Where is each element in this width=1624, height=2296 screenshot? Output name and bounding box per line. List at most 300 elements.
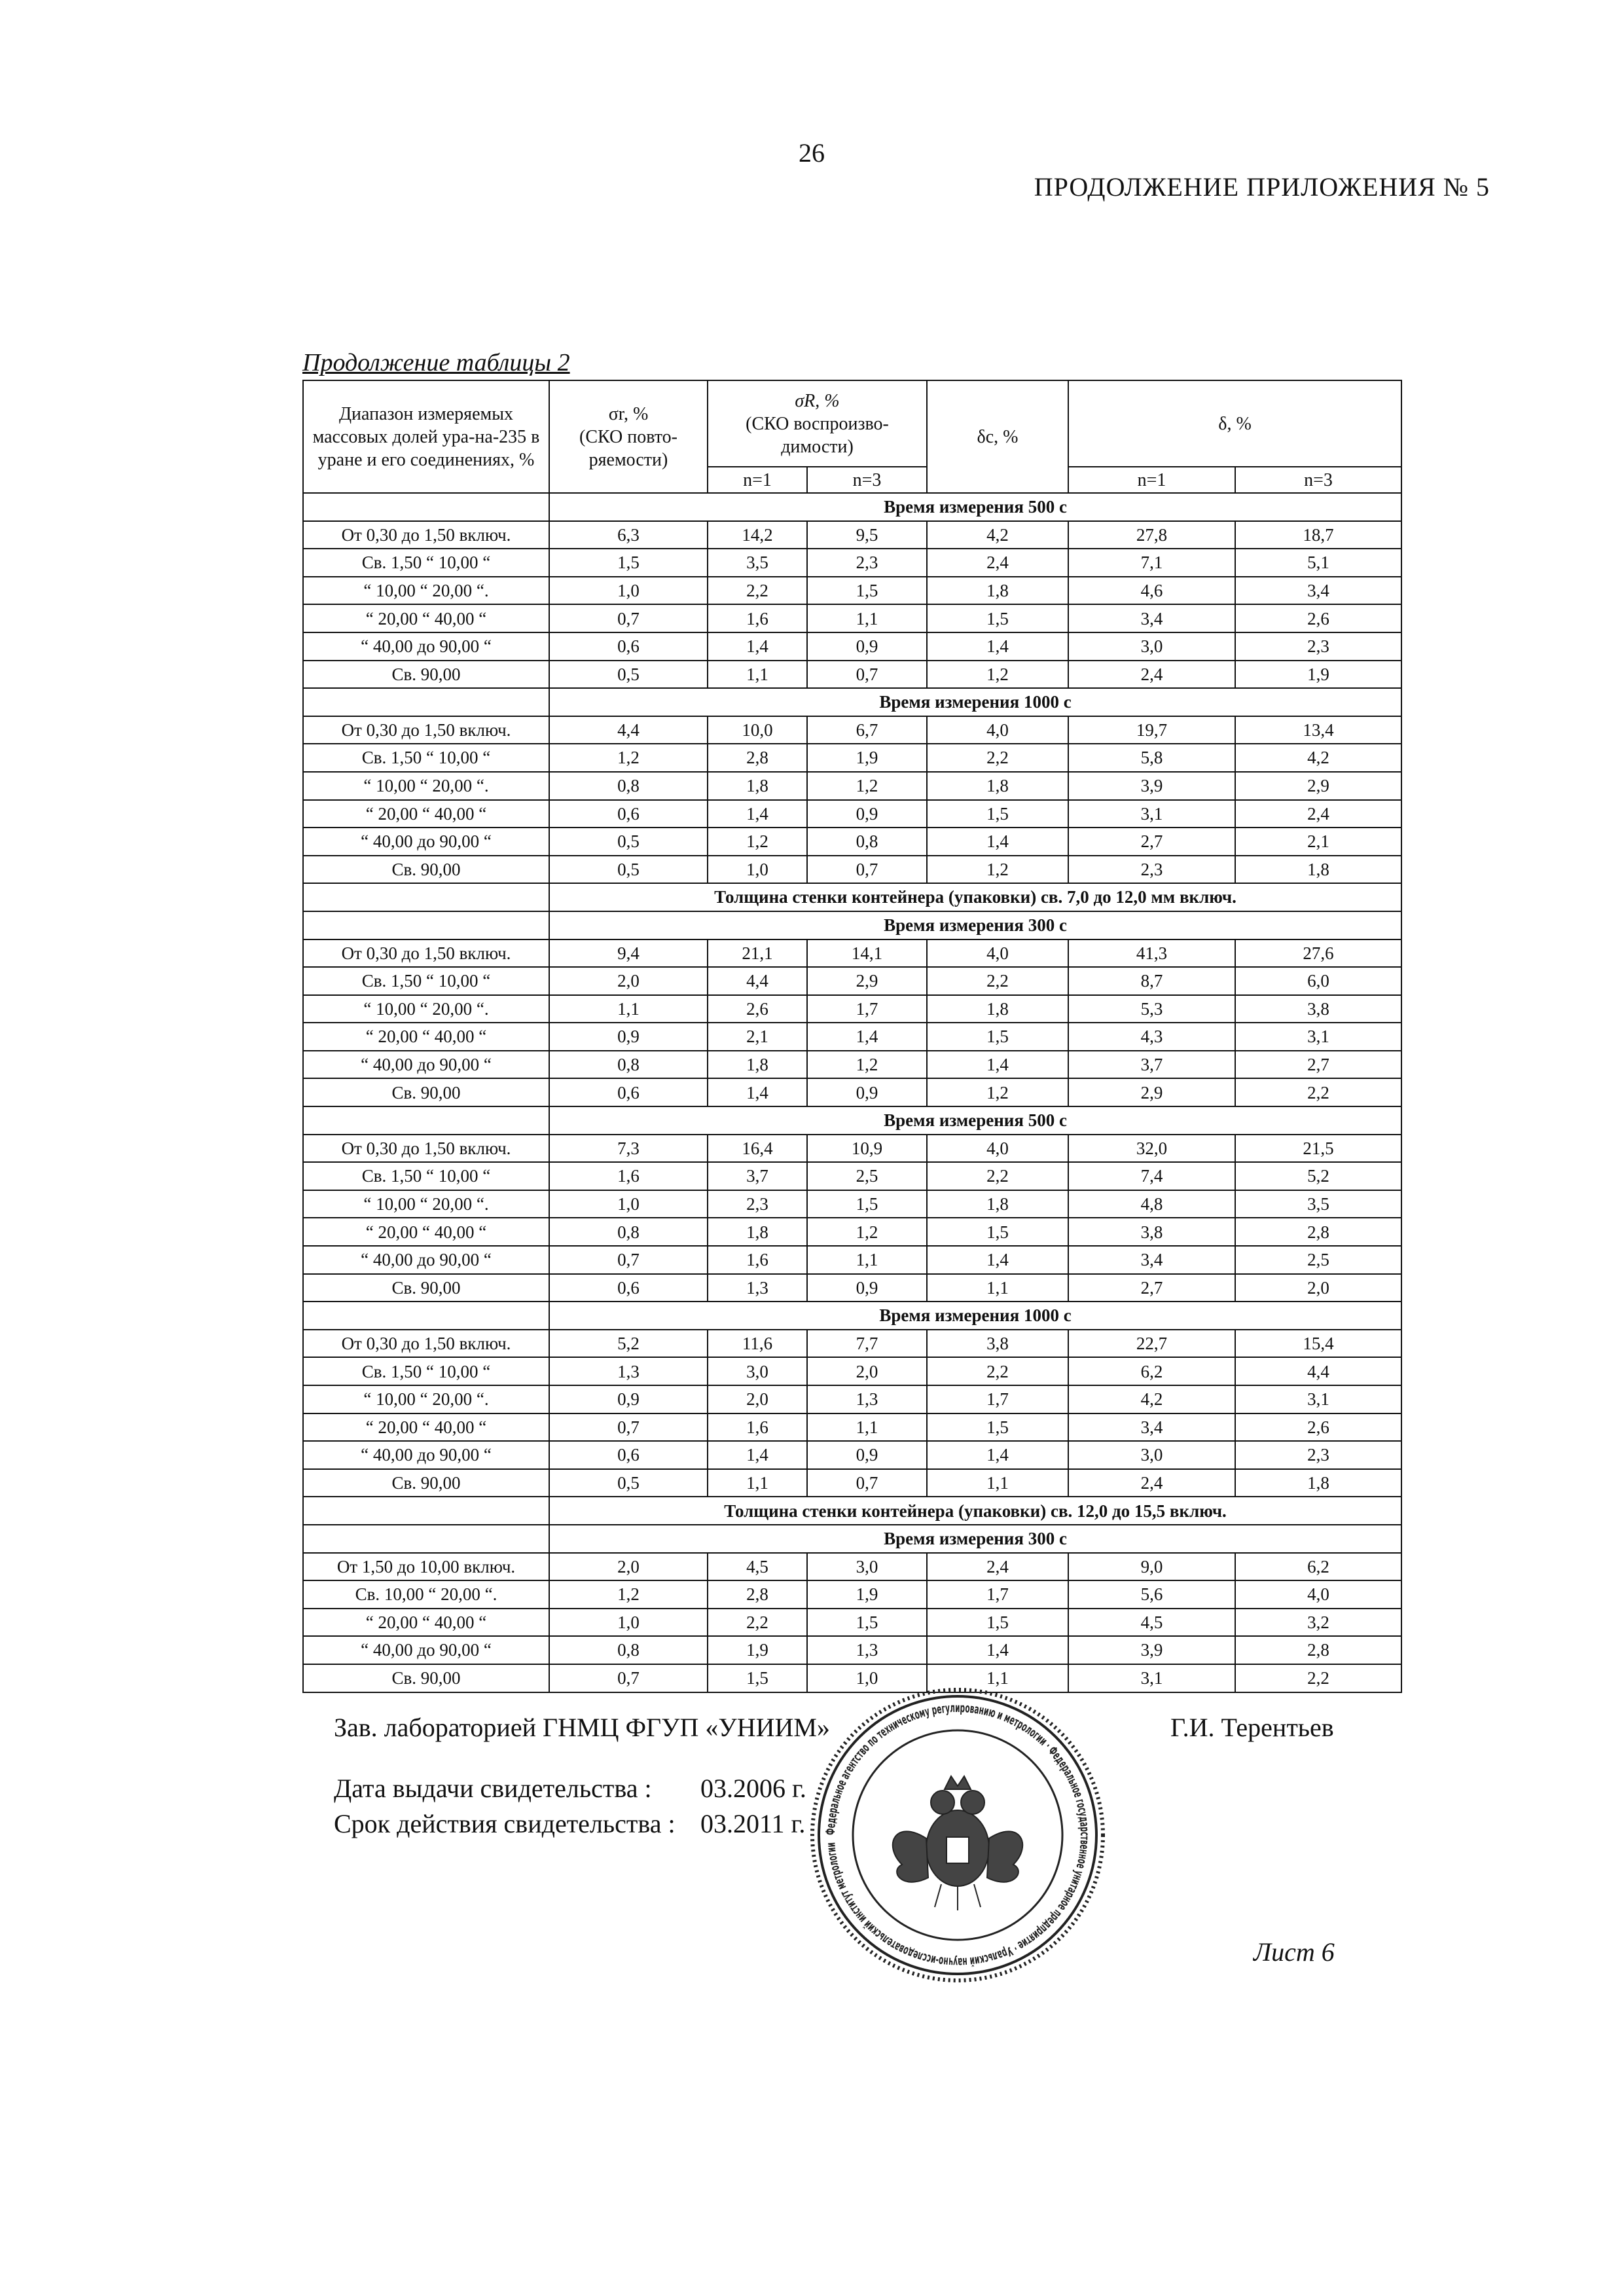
- section-heading: Время измерения 1000 с: [549, 1302, 1401, 1330]
- value-cell: 1,5: [927, 800, 1068, 828]
- section-blank-cell: [303, 911, 549, 939]
- value-cell: 1,2: [927, 856, 1068, 884]
- value-cell: 4,2: [1068, 1385, 1235, 1413]
- table-row: [303, 1190, 1401, 1218]
- value-cell: 3,8: [927, 1330, 1068, 1358]
- value-cell: 0,7: [549, 1246, 708, 1274]
- value-cell: 2,3: [1235, 1441, 1401, 1469]
- range-cell: “ 20,00 “ 40,00 “: [303, 604, 549, 632]
- value-cell: 1,9: [807, 1580, 927, 1609]
- value-cell: 2,0: [708, 1385, 807, 1413]
- value-cell: 6,2: [1068, 1357, 1235, 1385]
- section-row: [303, 1525, 1401, 1553]
- value-cell: 4,3: [1068, 1023, 1235, 1051]
- range-cell: Св. 1,50 “ 10,00 “: [303, 744, 549, 772]
- value-cell: 5,2: [549, 1330, 708, 1358]
- value-cell: 3,1: [1235, 1023, 1401, 1051]
- value-cell: 1,2: [807, 772, 927, 800]
- value-cell: 0,8: [807, 828, 927, 856]
- table-row: [303, 521, 1401, 549]
- value-cell: 1,2: [807, 1051, 927, 1079]
- range-cell: От 0,30 до 1,50 включ.: [303, 1330, 549, 1358]
- section-heading: Толщина стенки контейнера (упаковки) св. 7,0 до 12,0 мм включ.: [549, 883, 1401, 911]
- value-cell: 2,5: [1235, 1246, 1401, 1274]
- value-cell: 2,4: [1235, 800, 1401, 828]
- range-cell: От 0,30 до 1,50 включ.: [303, 1135, 549, 1163]
- table-row: [303, 967, 1401, 995]
- range-cell: “ 40,00 до 90,00 “: [303, 1246, 549, 1274]
- value-cell: 0,6: [549, 1441, 708, 1469]
- table-row: [303, 604, 1401, 632]
- table-row: [303, 772, 1401, 800]
- value-cell: 1,8: [927, 772, 1068, 800]
- value-cell: 1,6: [708, 1413, 807, 1442]
- table-row: [303, 1162, 1401, 1190]
- value-cell: 4,0: [1235, 1580, 1401, 1609]
- value-cell: 3,2: [1235, 1609, 1401, 1637]
- section-blank-cell: [303, 493, 549, 521]
- section-row: [303, 493, 1401, 521]
- value-cell: 6,7: [807, 716, 927, 744]
- range-cell: Св. 1,50 “ 10,00 “: [303, 967, 549, 995]
- table-row: [303, 1330, 1401, 1358]
- signer-name: Г.И. Терентьев: [1170, 1713, 1334, 1742]
- section-row: [303, 688, 1401, 716]
- value-cell: 4,5: [1068, 1609, 1235, 1637]
- range-cell: “ 40,00 до 90,00 “: [303, 1636, 549, 1664]
- value-cell: 0,7: [807, 1469, 927, 1497]
- value-cell: 9,4: [549, 939, 708, 968]
- value-cell: 2,0: [807, 1357, 927, 1385]
- section-row: [303, 1497, 1401, 1525]
- range-cell: “ 20,00 “ 40,00 “: [303, 1023, 549, 1051]
- value-cell: 0,8: [549, 1218, 708, 1246]
- header-sigma-r: [549, 380, 708, 493]
- range-cell: “ 40,00 до 90,00 “: [303, 1051, 549, 1079]
- value-cell: 1,0: [549, 1609, 708, 1637]
- value-cell: 5,6: [1068, 1580, 1235, 1609]
- value-cell: 1,4: [708, 1078, 807, 1106]
- value-cell: 4,2: [927, 521, 1068, 549]
- value-cell: 7,3: [549, 1135, 708, 1163]
- value-cell: 0,9: [807, 800, 927, 828]
- value-cell: 1,5: [807, 577, 927, 605]
- value-cell: 1,2: [549, 744, 708, 772]
- header-sigma-R-symbol: σR, %: [795, 390, 840, 411]
- table-row: [303, 856, 1401, 884]
- measurement-table: [302, 380, 1402, 1693]
- table-row: [303, 939, 1401, 968]
- section-blank-cell: [303, 1525, 549, 1553]
- value-cell: 3,8: [1068, 1218, 1235, 1246]
- section-row: [303, 1106, 1401, 1135]
- value-cell: 0,6: [549, 1274, 708, 1302]
- value-cell: 21,5: [1235, 1135, 1401, 1163]
- table-row: [303, 1553, 1401, 1581]
- range-cell: Св. 1,50 “ 10,00 “: [303, 1162, 549, 1190]
- value-cell: 0,6: [549, 1078, 708, 1106]
- value-cell: 1,9: [807, 744, 927, 772]
- value-cell: 3,4: [1068, 1246, 1235, 1274]
- range-cell: От 1,50 до 10,00 включ.: [303, 1553, 549, 1581]
- value-cell: 1,2: [708, 828, 807, 856]
- value-cell: 5,8: [1068, 744, 1235, 772]
- value-cell: 2,9: [1068, 1078, 1235, 1106]
- value-cell: 1,1: [927, 1274, 1068, 1302]
- value-cell: 0,9: [807, 632, 927, 661]
- value-cell: 7,4: [1068, 1162, 1235, 1190]
- value-cell: 2,3: [1235, 632, 1401, 661]
- value-cell: 2,7: [1068, 1274, 1235, 1302]
- value-cell: 1,4: [708, 800, 807, 828]
- table-row: [303, 800, 1401, 828]
- value-cell: 9,5: [807, 521, 927, 549]
- table-row: [303, 1469, 1401, 1497]
- value-cell: 2,2: [1235, 1078, 1401, 1106]
- value-cell: 2,0: [1235, 1274, 1401, 1302]
- table-row: [303, 1051, 1401, 1079]
- value-cell: 1,5: [807, 1609, 927, 1637]
- value-cell: 0,9: [807, 1441, 927, 1469]
- header-sigma-r-symbol: σr, %: [608, 403, 649, 424]
- value-cell: 1,9: [1235, 661, 1401, 689]
- value-cell: 2,2: [927, 1162, 1068, 1190]
- value-cell: 0,7: [549, 604, 708, 632]
- value-cell: 1,1: [927, 1469, 1068, 1497]
- value-cell: 1,3: [708, 1274, 807, 1302]
- section-heading: Время измерения 500 с: [549, 1106, 1401, 1135]
- value-cell: 0,7: [549, 1413, 708, 1442]
- value-cell: 0,6: [549, 632, 708, 661]
- value-cell: 1,8: [1235, 1469, 1401, 1497]
- section-heading: Время измерения 300 с: [549, 911, 1401, 939]
- value-cell: 1,6: [708, 1246, 807, 1274]
- value-cell: 2,2: [708, 577, 807, 605]
- value-cell: 32,0: [1068, 1135, 1235, 1163]
- range-cell: “ 10,00 “ 20,00 “.: [303, 577, 549, 605]
- value-cell: 1,5: [927, 1609, 1068, 1637]
- value-cell: 0,8: [549, 1636, 708, 1664]
- table-row: [303, 716, 1401, 744]
- value-cell: 2,8: [1235, 1636, 1401, 1664]
- range-cell: Св. 1,50 “ 10,00 “: [303, 1357, 549, 1385]
- value-cell: 2,9: [807, 967, 927, 995]
- range-cell: Св. 1,50 “ 10,00 “: [303, 549, 549, 577]
- issue-date-value: 03.2006 г.: [700, 1774, 806, 1803]
- value-cell: 1,1: [807, 1246, 927, 1274]
- value-cell: 4,4: [1235, 1357, 1401, 1385]
- value-cell: 1,6: [549, 1162, 708, 1190]
- value-cell: 6,2: [1235, 1553, 1401, 1581]
- value-cell: 0,9: [549, 1385, 708, 1413]
- value-cell: 1,7: [927, 1385, 1068, 1413]
- value-cell: 11,6: [708, 1330, 807, 1358]
- value-cell: 4,8: [1068, 1190, 1235, 1218]
- value-cell: 2,6: [1235, 1413, 1401, 1442]
- value-cell: 2,7: [1235, 1051, 1401, 1079]
- table-row: [303, 1580, 1401, 1609]
- sheet-number: Лист 6: [1254, 1937, 1335, 1967]
- eagle-emblem-icon: [893, 1776, 1022, 1910]
- value-cell: 1,5: [549, 549, 708, 577]
- value-cell: 3,4: [1068, 604, 1235, 632]
- section-heading: Время измерения 500 с: [549, 493, 1401, 521]
- value-cell: 4,6: [1068, 577, 1235, 605]
- value-cell: 9,0: [1068, 1553, 1235, 1581]
- range-cell: “ 20,00 “ 40,00 “: [303, 1609, 549, 1637]
- value-cell: 3,1: [1235, 1385, 1401, 1413]
- table-row: [303, 1636, 1401, 1664]
- value-cell: 4,0: [927, 716, 1068, 744]
- value-cell: 4,4: [549, 716, 708, 744]
- range-cell: От 0,30 до 1,50 включ.: [303, 716, 549, 744]
- value-cell: 2,2: [927, 967, 1068, 995]
- value-cell: 1,2: [927, 1078, 1068, 1106]
- value-cell: 2,5: [807, 1162, 927, 1190]
- value-cell: 1,3: [807, 1385, 927, 1413]
- value-cell: 1,4: [927, 1051, 1068, 1079]
- value-cell: 3,9: [1068, 772, 1235, 800]
- value-cell: 4,0: [927, 939, 1068, 968]
- header-delta: δ, %: [1068, 380, 1401, 467]
- value-cell: 2,6: [708, 995, 807, 1023]
- value-cell: 1,4: [927, 1246, 1068, 1274]
- value-cell: 19,7: [1068, 716, 1235, 744]
- value-cell: 3,9: [1068, 1636, 1235, 1664]
- range-cell: “ 20,00 “ 40,00 “: [303, 1218, 549, 1246]
- value-cell: 0,7: [549, 1664, 708, 1692]
- value-cell: 15,4: [1235, 1330, 1401, 1358]
- table-row: [303, 632, 1401, 661]
- value-cell: 1,4: [927, 828, 1068, 856]
- range-cell: Св. 90,00: [303, 1274, 549, 1302]
- value-cell: 1,7: [807, 995, 927, 1023]
- value-cell: 3,4: [1235, 577, 1401, 605]
- range-cell: “ 20,00 “ 40,00 “: [303, 800, 549, 828]
- header-range: Диапазон измеряемых массовых долей ура-на-235 в уране и его соединениях, %: [303, 380, 549, 493]
- value-cell: 14,2: [708, 521, 807, 549]
- value-cell: 1,0: [807, 1664, 927, 1692]
- value-cell: 0,6: [549, 800, 708, 828]
- value-cell: 2,4: [1068, 1469, 1235, 1497]
- value-cell: 2,3: [1068, 856, 1235, 884]
- table-row: [303, 1135, 1401, 1163]
- table-row: [303, 1274, 1401, 1302]
- value-cell: 2,7: [1068, 828, 1235, 856]
- table-row: [303, 1023, 1401, 1051]
- validity-value: 03.2011 г.: [700, 1809, 806, 1838]
- value-cell: 0,9: [549, 1023, 708, 1051]
- value-cell: 2,2: [1235, 1664, 1401, 1692]
- official-stamp: [804, 1681, 1111, 1989]
- value-cell: 0,7: [807, 856, 927, 884]
- range-cell: “ 40,00 до 90,00 “: [303, 632, 549, 661]
- table-row: [303, 1441, 1401, 1469]
- section-heading: Толщина стенки контейнера (упаковки) св. 12,0 до 15,5 включ.: [549, 1497, 1401, 1525]
- value-cell: 1,7: [927, 1580, 1068, 1609]
- table-row: [303, 661, 1401, 689]
- value-cell: 3,5: [1235, 1190, 1401, 1218]
- value-cell: 1,1: [807, 1413, 927, 1442]
- value-cell: 8,7: [1068, 967, 1235, 995]
- value-cell: 3,5: [708, 549, 807, 577]
- header-sigma-r-desc: (СКО повто-ряемости): [579, 426, 677, 470]
- value-cell: 21,1: [708, 939, 807, 968]
- value-cell: 1,8: [708, 772, 807, 800]
- value-cell: 7,1: [1068, 549, 1235, 577]
- value-cell: 1,3: [807, 1636, 927, 1664]
- value-cell: 1,4: [927, 632, 1068, 661]
- range-cell: От 0,30 до 1,50 включ.: [303, 939, 549, 968]
- stamp-text: Федеральное агентство по техническому регулированию и метрологии · Федеральное государственное унитарное предприятие · Уральский научно-исследовательский институт метрологии: [823, 1700, 1092, 1970]
- value-cell: 2,9: [1235, 772, 1401, 800]
- section-row: [303, 911, 1401, 939]
- appendix-header: ПРОДОЛЖЕНИЕ ПРИЛОЖЕНИЯ № 5: [1034, 172, 1490, 202]
- value-cell: 1,1: [807, 604, 927, 632]
- value-cell: 0,5: [549, 856, 708, 884]
- range-cell: “ 10,00 “ 20,00 “.: [303, 1385, 549, 1413]
- section-blank-cell: [303, 1106, 549, 1135]
- range-cell: “ 10,00 “ 20,00 “.: [303, 772, 549, 800]
- value-cell: 27,6: [1235, 939, 1401, 968]
- range-cell: “ 10,00 “ 20,00 “.: [303, 995, 549, 1023]
- table-row: [303, 1609, 1401, 1637]
- value-cell: 0,5: [549, 828, 708, 856]
- value-cell: 1,5: [927, 1413, 1068, 1442]
- value-cell: 10,9: [807, 1135, 927, 1163]
- table-row: [303, 1413, 1401, 1442]
- value-cell: 7,7: [807, 1330, 927, 1358]
- section-row: [303, 883, 1401, 911]
- table-row: [303, 1385, 1401, 1413]
- lab-head-label: Зав. лабораторией ГНМЦ ФГУП «УНИИМ»: [334, 1713, 830, 1742]
- value-cell: 1,4: [708, 1441, 807, 1469]
- value-cell: 1,8: [927, 995, 1068, 1023]
- value-cell: 1,4: [708, 632, 807, 661]
- table-row: [303, 1357, 1401, 1385]
- value-cell: 3,7: [1068, 1051, 1235, 1079]
- section-blank-cell: [303, 1497, 549, 1525]
- section-heading: Время измерения 1000 с: [549, 688, 1401, 716]
- value-cell: 1,9: [708, 1636, 807, 1664]
- value-cell: 1,6: [708, 604, 807, 632]
- range-cell: Св. 90,00: [303, 661, 549, 689]
- value-cell: 2,3: [708, 1190, 807, 1218]
- value-cell: 1,8: [708, 1218, 807, 1246]
- header-sigma-R-n3: n=3: [807, 467, 927, 493]
- value-cell: 4,0: [927, 1135, 1068, 1163]
- value-cell: 0,5: [549, 661, 708, 689]
- value-cell: 2,0: [549, 967, 708, 995]
- value-cell: 2,8: [708, 1580, 807, 1609]
- range-cell: “ 40,00 до 90,00 “: [303, 828, 549, 856]
- value-cell: 5,2: [1235, 1162, 1401, 1190]
- value-cell: 22,7: [1068, 1330, 1235, 1358]
- section-heading: Время измерения 300 с: [549, 1525, 1401, 1553]
- value-cell: 0,7: [807, 661, 927, 689]
- value-cell: 18,7: [1235, 521, 1401, 549]
- value-cell: 1,5: [807, 1190, 927, 1218]
- value-cell: 10,0: [708, 716, 807, 744]
- header-delta-n3: n=3: [1235, 467, 1401, 493]
- range-cell: “ 40,00 до 90,00 “: [303, 1441, 549, 1469]
- validity-label: Срок действия свидетельства :: [334, 1809, 676, 1838]
- value-cell: 2,8: [1235, 1218, 1401, 1246]
- value-cell: 3,0: [1068, 632, 1235, 661]
- value-cell: 1,8: [927, 1190, 1068, 1218]
- value-cell: 2,3: [807, 549, 927, 577]
- value-cell: 41,3: [1068, 939, 1235, 968]
- value-cell: 1,0: [549, 577, 708, 605]
- value-cell: 1,2: [807, 1218, 927, 1246]
- value-cell: 3,0: [807, 1553, 927, 1581]
- header-delta-n1: n=1: [1068, 467, 1235, 493]
- value-cell: 5,1: [1235, 549, 1401, 577]
- value-cell: 4,2: [1235, 744, 1401, 772]
- value-cell: 1,0: [708, 856, 807, 884]
- value-cell: 1,1: [708, 661, 807, 689]
- value-cell: 1,8: [1235, 856, 1401, 884]
- value-cell: 0,8: [549, 772, 708, 800]
- value-cell: 2,2: [927, 744, 1068, 772]
- value-cell: 2,8: [708, 744, 807, 772]
- header-sigma-R-desc: (СКО воспроизво-димости): [746, 413, 889, 457]
- value-cell: 16,4: [708, 1135, 807, 1163]
- page-number: 26: [799, 138, 825, 168]
- table-row: [303, 744, 1401, 772]
- value-cell: 4,4: [708, 967, 807, 995]
- table-row: [303, 577, 1401, 605]
- value-cell: 1,0: [549, 1190, 708, 1218]
- range-cell: Св. 90,00: [303, 1469, 549, 1497]
- value-cell: 1,4: [807, 1023, 927, 1051]
- range-cell: Св. 90,00: [303, 1664, 549, 1692]
- value-cell: 2,4: [927, 549, 1068, 577]
- table-row: [303, 1078, 1401, 1106]
- value-cell: 2,6: [1235, 604, 1401, 632]
- table-row: [303, 1246, 1401, 1274]
- value-cell: 1,5: [927, 1218, 1068, 1246]
- value-cell: 2,1: [1235, 828, 1401, 856]
- issue-date-label: Дата выдачи свидетельства :: [334, 1774, 652, 1803]
- header-delta-c: δc, %: [927, 380, 1068, 493]
- value-cell: 4,5: [708, 1553, 807, 1581]
- value-cell: 1,1: [708, 1469, 807, 1497]
- table-row: [303, 828, 1401, 856]
- value-cell: 1,5: [708, 1664, 807, 1692]
- value-cell: 3,1: [1068, 800, 1235, 828]
- value-cell: 1,2: [927, 661, 1068, 689]
- value-cell: 3,0: [708, 1357, 807, 1385]
- value-cell: 2,0: [549, 1553, 708, 1581]
- value-cell: 0,9: [807, 1274, 927, 1302]
- value-cell: 1,2: [549, 1580, 708, 1609]
- range-cell: От 0,30 до 1,50 включ.: [303, 521, 549, 549]
- value-cell: 1,5: [927, 604, 1068, 632]
- value-cell: 6,0: [1235, 967, 1401, 995]
- value-cell: 27,8: [1068, 521, 1235, 549]
- value-cell: 2,2: [927, 1357, 1068, 1385]
- value-cell: 13,4: [1235, 716, 1401, 744]
- value-cell: 2,1: [708, 1023, 807, 1051]
- table-body: [303, 493, 1401, 1692]
- value-cell: 1,1: [549, 995, 708, 1023]
- value-cell: 3,4: [1068, 1413, 1235, 1442]
- value-cell: 3,7: [708, 1162, 807, 1190]
- range-cell: Св. 90,00: [303, 1078, 549, 1106]
- value-cell: 14,1: [807, 939, 927, 968]
- value-cell: 3,0: [1068, 1441, 1235, 1469]
